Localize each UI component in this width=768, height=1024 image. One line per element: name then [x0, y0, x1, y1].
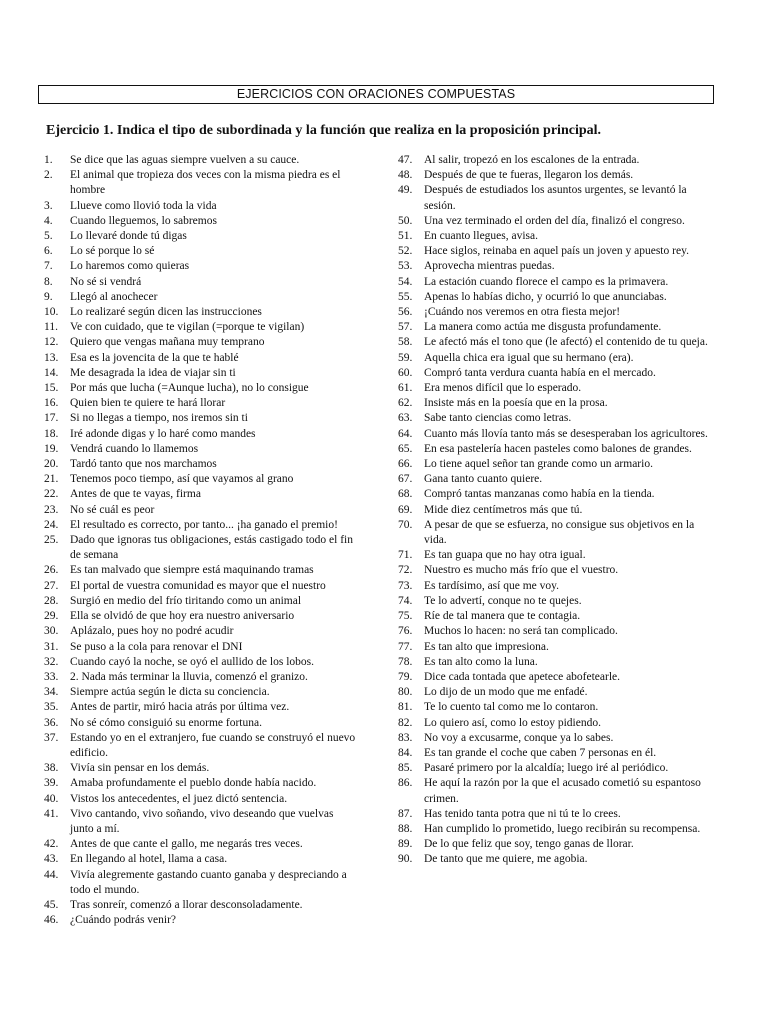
item-sentence: Aprovecha mientras puedas.: [424, 260, 555, 273]
item-sentence: Si no llegas a tiempo, nos iremos sin ti: [70, 412, 248, 425]
list-item: [398, 776, 718, 806]
item-sentence: Me desagrada la idea de viajar sin ti: [70, 366, 236, 379]
list-item: [44, 168, 364, 198]
list-item: [398, 290, 718, 305]
item-number: 86.: [398, 777, 413, 790]
item-number: 12.: [44, 336, 59, 349]
item-number: 14.: [44, 366, 59, 379]
item-number: 52.: [398, 245, 413, 258]
item-number: 21.: [44, 473, 59, 486]
item-number: 49.: [398, 184, 413, 197]
list-item: [44, 761, 364, 776]
item-sentence: Antes de que te vayas, firma: [70, 488, 201, 501]
item-sentence: Lo realizaré según dicen las instrucciones: [70, 306, 262, 319]
list-item: [398, 183, 718, 213]
item-number: 29.: [44, 610, 59, 623]
list-item: [44, 199, 364, 214]
item-sentence: Es tan alto que impresiona.: [424, 640, 549, 653]
item-number: 74.: [398, 594, 413, 607]
list-item: [44, 670, 364, 685]
list-item: [44, 457, 364, 472]
item-sentence: Amaba profundamente el pueblo donde había nacido.: [70, 777, 317, 790]
item-number: 56.: [398, 306, 413, 319]
list-item: [398, 716, 718, 731]
item-sentence: Mide diez centímetros más que tú.: [424, 503, 583, 516]
item-number: 8.: [44, 275, 53, 288]
list-item: [44, 700, 364, 715]
list-item: [398, 168, 718, 183]
list-item: [44, 913, 364, 928]
list-item: [398, 320, 718, 335]
item-sentence: En esa pastelería hacen pasteles como balones de grandes.: [424, 442, 692, 455]
list-item: [398, 366, 718, 381]
item-number: 78.: [398, 655, 413, 668]
item-sentence: Hace siglos, reinaba en aquel país un joven y apuesto rey.: [424, 245, 689, 258]
right-column: [398, 153, 718, 868]
list-item: [44, 685, 364, 700]
item-number: 76.: [398, 625, 413, 638]
item-number: 60.: [398, 366, 413, 379]
item-sentence: El resultado es correcto, por tanto... ¡ha ganado el premio!: [70, 518, 338, 531]
item-sentence: Vivía sin pensar en los demás.: [70, 762, 210, 775]
item-sentence: Vivo cantando, vivo soñando, vivo deseando que vuelvas junto a mí.: [70, 807, 334, 835]
list-item: [44, 305, 364, 320]
item-sentence: Lo sé porque lo sé: [70, 245, 155, 258]
item-number: 72.: [398, 564, 413, 577]
list-item: [44, 366, 364, 381]
item-number: 84.: [398, 746, 413, 759]
list-item: [44, 290, 364, 305]
item-number: 6.: [44, 245, 53, 258]
list-item: [44, 609, 364, 624]
item-number: 10.: [44, 306, 59, 319]
item-number: 53.: [398, 260, 413, 273]
list-item: [398, 503, 718, 518]
item-number: 35.: [44, 701, 59, 714]
item-sentence: Nuestro es mucho más frío que el vuestro.: [424, 564, 619, 577]
list-item: [398, 244, 718, 259]
list-item: [398, 609, 718, 624]
item-number: 57.: [398, 321, 413, 334]
item-sentence: Ve con cuidado, que te vigilan (=porque te vigilan): [70, 321, 305, 334]
list-item: [44, 396, 364, 411]
item-sentence: Tenemos poco tiempo, así que vayamos al grano: [70, 473, 294, 486]
item-sentence: Al salir, tropezó en los escalones de la entrada.: [424, 154, 640, 166]
item-sentence: Iré adonde digas y lo haré como mandes: [70, 427, 256, 440]
item-sentence: En cuanto llegues, avisa.: [424, 230, 539, 243]
item-sentence: Se dice que las aguas siempre vuelven a su cauce.: [70, 154, 300, 166]
item-number: 28.: [44, 594, 59, 607]
item-number: 24.: [44, 518, 59, 531]
item-number: 81.: [398, 701, 413, 714]
list-item: [398, 457, 718, 472]
item-sentence: Es tan malvado que siempre está maquinando tramas: [70, 564, 314, 577]
list-item: [44, 153, 364, 168]
item-sentence: Dice cada tontada que apetece abofetearle.: [424, 670, 621, 683]
list-item: [398, 822, 718, 837]
list-item: [398, 746, 718, 761]
list-item: [398, 700, 718, 715]
list-item: [398, 563, 718, 578]
item-sentence: Surgió en medio del frío tiritando como un animal: [70, 594, 302, 607]
item-sentence: Insiste más en la poesía que en la prosa.: [424, 397, 608, 410]
list-item: [44, 792, 364, 807]
item-sentence: Cuando cayó la noche, se oyó el aullido de los lobos.: [70, 655, 315, 668]
item-number: 70.: [398, 518, 413, 531]
list-item: [44, 503, 364, 518]
item-sentence: El portal de vuestra comunidad es mayor que el nuestro: [70, 579, 326, 592]
item-sentence: Apenas lo habías dicho, y ocurrió lo que anunciabas.: [424, 290, 667, 303]
item-number: 88.: [398, 822, 413, 835]
item-number: 54.: [398, 275, 413, 288]
list-item: [398, 731, 718, 746]
list-item: [398, 305, 718, 320]
item-sentence: 2. Nada más terminar la lluvia, comenzó el granizo.: [70, 670, 308, 683]
list-item: [44, 640, 364, 655]
item-sentence: Cuanto más llovía tanto más se desesperaban los agricultores.: [424, 427, 708, 440]
list-item: [398, 411, 718, 426]
item-number: 40.: [44, 792, 59, 805]
item-sentence: He aquí la razón por la que el acusado cometió su espantoso crimen.: [424, 777, 701, 805]
item-number: 66.: [398, 458, 413, 471]
item-sentence: Vendrá cuando lo llamemos: [70, 442, 199, 455]
item-number: 80.: [398, 686, 413, 699]
list-item: [44, 563, 364, 578]
item-number: 1.: [44, 154, 53, 166]
item-sentence: La estación cuando florece el campo es la primavera.: [424, 275, 669, 288]
item-number: 15.: [44, 382, 59, 395]
list-item: [44, 776, 364, 791]
list-item: [398, 229, 718, 244]
item-number: 27.: [44, 579, 59, 592]
item-number: 61.: [398, 382, 413, 395]
item-number: 50.: [398, 214, 413, 227]
item-number: 68.: [398, 488, 413, 501]
item-sentence: Después de estudiados los asuntos urgentes, se levantó la sesión.: [424, 184, 687, 212]
list-item: [44, 442, 364, 457]
item-sentence: Lo llevaré donde tú digas: [70, 230, 187, 243]
list-item: [44, 807, 364, 837]
item-sentence: Lo haremos como quieras: [70, 260, 190, 273]
list-item: [398, 670, 718, 685]
item-number: 55.: [398, 290, 413, 303]
item-sentence: Siempre actúa según le dicta su conciencia.: [70, 686, 270, 699]
item-sentence: Es tan guapa que no hay otra igual.: [424, 549, 586, 562]
item-number: 20.: [44, 458, 59, 471]
list-item: [398, 259, 718, 274]
item-number: 7.: [44, 260, 53, 273]
list-item: [44, 533, 364, 563]
item-number: 47.: [398, 154, 413, 166]
item-sentence: Te lo cuento tal como me lo contaron.: [424, 701, 599, 714]
item-number: 51.: [398, 230, 413, 243]
list-item: [398, 472, 718, 487]
item-sentence: Cuando lleguemos, lo sabremos: [70, 214, 217, 227]
item-sentence: El animal que tropieza dos veces con la misma piedra es el hombre: [70, 169, 341, 197]
item-number: 5.: [44, 230, 53, 243]
item-number: 34.: [44, 686, 59, 699]
item-sentence: Compró tanta verdura cuanta había en el mercado.: [424, 366, 656, 379]
item-number: 2.: [44, 169, 53, 182]
list-item: [44, 898, 364, 913]
list-item: [44, 351, 364, 366]
item-sentence: Era menos difícil que lo esperado.: [424, 382, 582, 395]
item-sentence: Lo quiero así, como lo estoy pidiendo.: [424, 716, 601, 729]
list-item: [44, 579, 364, 594]
item-number: 19.: [44, 442, 59, 455]
item-sentence: Muchos lo hacen: no será tan complicado.: [424, 625, 618, 638]
item-sentence: Es tan alto como la luna.: [424, 655, 538, 668]
exercise-heading: Ejercicio 1. Indica el tipo de subordinada y la función que realiza en la proposición principal.: [46, 123, 602, 138]
item-sentence: Quiero que vengas mañana muy temprano: [70, 336, 265, 349]
item-number: 38.: [44, 762, 59, 775]
item-sentence: Aplázalo, pues hoy no podré acudir: [70, 625, 234, 638]
item-number: 11.: [44, 321, 58, 334]
left-column: [44, 153, 364, 928]
list-item: [44, 731, 364, 761]
item-sentence: Una vez terminado el orden del día, finalizó el congreso.: [424, 214, 685, 227]
item-number: 77.: [398, 640, 413, 653]
item-number: 89.: [398, 838, 413, 851]
item-sentence: Dado que ignoras tus obligaciones, estás castigado todo el fin de semana: [70, 534, 353, 562]
item-sentence: De tanto que me quiere, me agobia.: [424, 853, 588, 866]
list-item: [44, 275, 364, 290]
item-number: 63.: [398, 412, 413, 425]
item-number: 59.: [398, 351, 413, 364]
item-sentence: La manera como actúa me disgusta profundamente.: [424, 321, 662, 334]
list-item: [44, 655, 364, 670]
item-number: 87.: [398, 807, 413, 820]
item-number: 3.: [44, 199, 53, 212]
item-number: 58.: [398, 336, 413, 349]
item-sentence: Después de que te fueras, llegaron los demás.: [424, 169, 634, 182]
item-sentence: Tras sonreír, comenzó a llorar desconsoladamente.: [70, 898, 303, 911]
item-number: 71.: [398, 549, 413, 562]
item-number: 67.: [398, 473, 413, 486]
list-item: [398, 852, 718, 867]
item-number: 85.: [398, 762, 413, 775]
list-item: [398, 153, 718, 168]
item-number: 82.: [398, 716, 413, 729]
list-item: [44, 837, 364, 852]
list-item: [44, 427, 364, 442]
item-sentence: De lo que feliz que soy, tengo ganas de llorar.: [424, 838, 634, 851]
item-number: 45.: [44, 898, 59, 911]
list-item: [398, 548, 718, 563]
list-item: [398, 275, 718, 290]
item-number: 36.: [44, 716, 59, 729]
item-sentence: A pesar de que se esfuerza, no consigue sus objetivos en la vida.: [424, 518, 695, 547]
item-sentence: ¿Cuándo podrás venir?: [70, 914, 177, 927]
list-item: [398, 487, 718, 502]
list-item: [398, 442, 718, 457]
item-sentence: Vistos los antecedentes, el juez dictó sentencia.: [70, 792, 288, 805]
item-number: 25.: [44, 534, 59, 547]
list-item: [398, 214, 718, 229]
list-item: [398, 381, 718, 396]
item-number: 75.: [398, 610, 413, 623]
item-number: 30.: [44, 625, 59, 638]
item-number: 23.: [44, 503, 59, 516]
item-number: 64.: [398, 427, 413, 440]
item-number: 48.: [398, 169, 413, 182]
item-sentence: Lo tiene aquel señor tan grande como un armario.: [424, 458, 653, 471]
item-sentence: Se puso a la cola para renovar el DNI: [70, 640, 243, 653]
item-number: 62.: [398, 397, 413, 410]
list-item: [398, 655, 718, 670]
list-item: [44, 229, 364, 244]
list-item: [44, 487, 364, 502]
item-sentence: Gana tanto cuanto quiere.: [424, 473, 543, 486]
item-sentence: No sé cuál es peor: [70, 503, 155, 516]
item-number: 16.: [44, 397, 59, 410]
item-number: 46.: [44, 914, 59, 927]
item-number: 37.: [44, 731, 59, 744]
list-item: [398, 396, 718, 411]
item-number: 41.: [44, 807, 59, 820]
list-item: [44, 868, 364, 898]
item-sentence: Ríe de tal manera que te contagia.: [424, 610, 581, 623]
list-item: [44, 624, 364, 639]
item-number: 44.: [44, 868, 59, 881]
list-item: [44, 381, 364, 396]
item-sentence: Aquella chica era igual que su hermano (era).: [424, 351, 634, 364]
item-sentence: Antes de partir, miró hacia atrás por última vez.: [70, 701, 290, 714]
list-item: [398, 594, 718, 609]
item-number: 31.: [44, 640, 59, 653]
list-item: [398, 837, 718, 852]
item-number: 90.: [398, 853, 413, 866]
list-item: [44, 214, 364, 229]
item-sentence: Ella se olvidó de que hoy era nuestro aniversario: [70, 610, 295, 623]
item-sentence: Has tenido tanta potra que ni tú te lo crees.: [424, 807, 621, 820]
item-number: 9.: [44, 290, 53, 303]
document-title: EJERCICIOS CON ORACIONES COMPUESTAS: [38, 85, 714, 104]
item-sentence: No sé si vendrá: [70, 275, 142, 288]
list-item: [44, 852, 364, 867]
item-sentence: Esa es la jovencita de la que te hablé: [70, 351, 239, 364]
item-number: 43.: [44, 853, 59, 866]
item-number: 73.: [398, 579, 413, 592]
item-sentence: Le afectó más el tono que (le afectó) el contenido de tu queja.: [424, 336, 708, 349]
item-sentence: Quien bien te quiere te hará llorar: [70, 397, 226, 410]
list-item: [398, 351, 718, 366]
item-number: 17.: [44, 412, 59, 425]
item-sentence: Antes de que cante el gallo, me negarás tres veces.: [70, 838, 303, 851]
list-item: [398, 427, 718, 442]
item-number: 4.: [44, 214, 53, 227]
item-sentence: En llegando al hotel, llama a casa.: [70, 853, 228, 866]
item-sentence: Sabe tanto ciencias como letras.: [424, 412, 572, 425]
item-sentence: Pasaré primero por la alcaldía; luego iré al periódico.: [424, 762, 669, 775]
list-item: [398, 761, 718, 776]
list-item: [44, 472, 364, 487]
item-sentence: Por más que lucha (=Aunque lucha), no lo consigue: [70, 382, 309, 395]
list-item: [398, 807, 718, 822]
item-sentence: Vivía alegremente gastando cuanto ganaba y despreciando a todo el mundo.: [70, 868, 347, 896]
list-item: [398, 624, 718, 639]
list-item: [44, 259, 364, 274]
list-item: [44, 411, 364, 426]
item-sentence: No sé cómo consiguió su enorme fortuna.: [70, 716, 262, 729]
item-sentence: Llegó al anochecer: [70, 290, 158, 303]
item-sentence: Estando yo en el extranjero, fue cuando se construyó el nuevo edificio.: [70, 731, 356, 759]
item-sentence: Llueve como llovió toda la vida: [70, 199, 217, 212]
item-number: 26.: [44, 564, 59, 577]
item-number: 65.: [398, 442, 413, 455]
list-item: [398, 579, 718, 594]
item-sentence: Lo dijo de un modo que me enfadé.: [424, 686, 588, 699]
list-item: [398, 518, 718, 548]
item-sentence: ¡Cuándo nos veremos en otra fiesta mejor!: [424, 306, 621, 319]
item-number: 18.: [44, 427, 59, 440]
item-number: 79.: [398, 670, 413, 683]
list-item: [398, 640, 718, 655]
item-sentence: Tardó tanto que nos marchamos: [70, 458, 217, 471]
list-item: [44, 716, 364, 731]
item-number: 33.: [44, 670, 59, 683]
list-item: [44, 594, 364, 609]
item-number: 39.: [44, 777, 59, 790]
list-item: [398, 335, 718, 350]
list-item: [44, 244, 364, 259]
item-number: 42.: [44, 838, 59, 851]
item-sentence: Han cumplido lo prometido, luego recibirán su recompensa.: [424, 822, 701, 835]
item-number: 32.: [44, 655, 59, 668]
item-sentence: No voy a excusarme, conque ya lo sabes.: [424, 731, 614, 744]
item-number: 69.: [398, 503, 413, 516]
item-number: 22.: [44, 488, 59, 501]
item-sentence: Es tan grande el coche que caben 7 personas en él.: [424, 746, 657, 759]
list-item: [44, 518, 364, 533]
list-item: [398, 685, 718, 700]
item-sentence: Es tardísimo, así que me voy.: [424, 579, 559, 592]
list-item: [44, 320, 364, 335]
item-number: 83.: [398, 731, 413, 744]
list-item: [44, 335, 364, 350]
item-number: 13.: [44, 351, 59, 364]
item-sentence: Te lo advertí, conque no te quejes.: [424, 594, 582, 607]
item-sentence: Compró tantas manzanas como había en la tienda.: [424, 488, 655, 501]
